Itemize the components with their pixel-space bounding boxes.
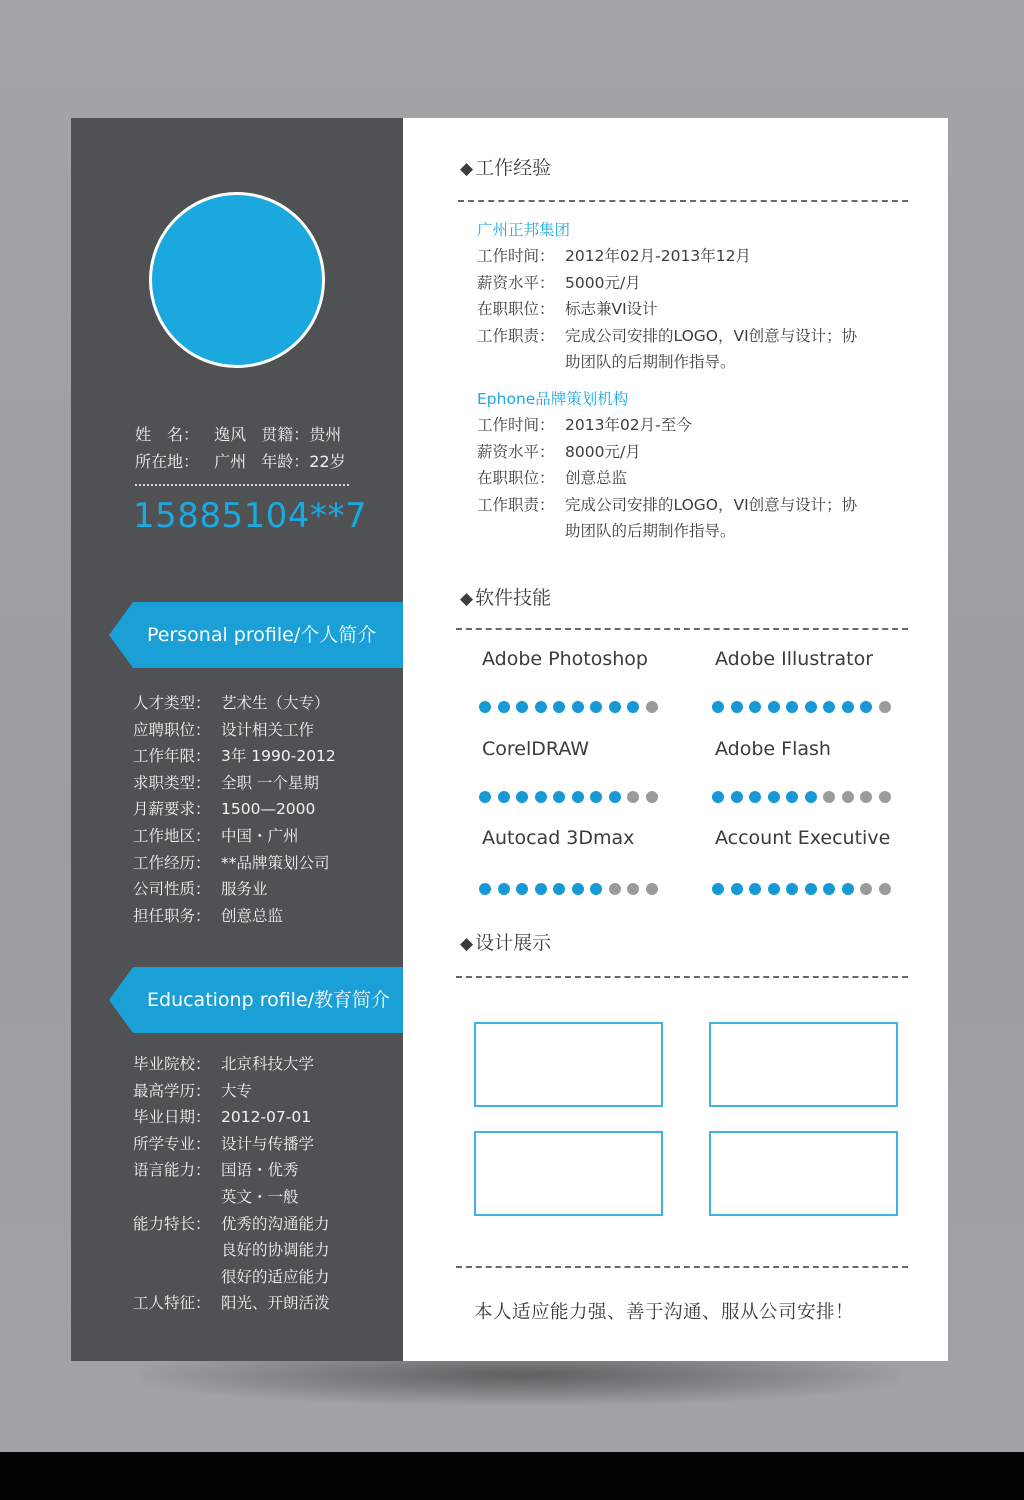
- job-detail-row: [477, 493, 857, 515]
- kv-key: 人才类型：: [133, 694, 211, 712]
- showcase-box: [709, 1022, 898, 1107]
- rating-dot-empty: [823, 791, 835, 803]
- bottom-bar: [0, 1452, 1024, 1500]
- job-detail-value: 2012年02月-2013年12月: [565, 247, 751, 265]
- rating-dot-filled: [572, 883, 584, 895]
- job-detail-key: 薪资水平：: [477, 273, 555, 292]
- kv-key: 工人特征：: [133, 1294, 211, 1313]
- info-line-2: [135, 449, 356, 472]
- skill-name: Adobe Photoshop: [482, 648, 648, 670]
- ribbon-label: Personal profile/个人简介: [147, 624, 377, 646]
- rating-dot-filled: [860, 701, 872, 713]
- kv-value: 全职 一个星期: [221, 773, 319, 792]
- work-experience-title: ◆ 工作经验: [460, 157, 552, 179]
- rating-dot-filled: [498, 791, 510, 803]
- skill-rating: [712, 786, 897, 802]
- rating-dot-filled: [609, 791, 621, 803]
- skill-rating: [712, 878, 897, 894]
- rating-dot-filled: [731, 791, 743, 803]
- resume-sheet: [71, 118, 948, 1361]
- kv-row: [133, 876, 268, 903]
- kv-key: 能力特长：: [133, 1214, 211, 1233]
- kv-key: 担任职务：: [133, 906, 211, 925]
- rating-dot-filled: [786, 791, 798, 803]
- skill-name: Account Executive: [715, 827, 891, 849]
- personal-profile-ribbon: [109, 602, 422, 668]
- kv-row: [133, 1131, 314, 1158]
- rating-dot-filled: [731, 883, 743, 895]
- rating-dot-filled: [590, 883, 602, 895]
- name-value: 逸风: [214, 425, 247, 444]
- rating-dot-filled: [590, 701, 602, 713]
- main-content: [403, 118, 948, 1361]
- rating-dot-filled: [572, 701, 584, 713]
- job-detail-key: 在职职位：: [477, 300, 555, 319]
- job-detail-key: 工作时间：: [477, 416, 555, 434]
- rating-dot-filled: [768, 791, 780, 803]
- rating-dot-filled: [786, 701, 798, 713]
- name-key: 姓 名：: [135, 425, 200, 444]
- skill-rating: [479, 696, 664, 712]
- rating-dot-empty: [627, 883, 639, 895]
- kv-value: 服务业: [221, 880, 268, 899]
- kv-row: [133, 850, 330, 877]
- section-divider: [456, 628, 908, 630]
- kv-row: [133, 1104, 311, 1131]
- kv-row: [133, 1290, 330, 1317]
- rating-dot-empty: [646, 883, 658, 895]
- job-detail-value: 8000元/月: [565, 442, 641, 461]
- section-divider: [456, 976, 908, 978]
- skill-name: CorelDRAW: [482, 738, 590, 760]
- job-detail-value: 创意总监: [565, 469, 628, 488]
- rating-dot-filled: [516, 883, 528, 895]
- showcase-box: [474, 1022, 663, 1107]
- kv-key: 语言能力：: [133, 1161, 211, 1180]
- skill-name: Autocad 3Dmax: [482, 827, 635, 849]
- rating-dot-filled: [590, 791, 602, 803]
- kv-row: [133, 1051, 314, 1078]
- skill-name: Adobe Flash: [715, 738, 831, 760]
- design-showcase-title: ◆ 设计展示: [460, 932, 552, 954]
- kv-key: 毕业院校：: [133, 1055, 211, 1073]
- rating-dot-filled: [805, 883, 817, 895]
- kv-key: 工作年限：: [133, 747, 211, 766]
- sidebar-divider: [135, 484, 349, 486]
- rating-dot-filled: [516, 701, 528, 713]
- kv-row: [133, 1184, 299, 1211]
- rating-dot-filled: [535, 701, 547, 713]
- info-line-1: [135, 422, 351, 445]
- job-detail-row: [477, 244, 751, 266]
- job-detail-row: [477, 440, 641, 462]
- location-value: 广州: [214, 452, 247, 471]
- kv-row: [133, 823, 299, 850]
- skill-rating: [479, 878, 664, 894]
- kv-value: 大专: [221, 1081, 253, 1100]
- kv-value: 3年 1990-2012: [221, 747, 336, 766]
- kv-value: 创意总监: [221, 906, 284, 925]
- rating-dot-empty: [879, 883, 891, 895]
- rating-dot-filled: [731, 701, 743, 713]
- rating-dot-filled: [516, 791, 528, 803]
- job-detail-key: 工作职责：: [477, 326, 555, 345]
- rating-dot-filled: [805, 791, 817, 803]
- rating-dot-filled: [553, 701, 565, 713]
- job-detail-row: [477, 297, 658, 319]
- kv-row: [133, 717, 314, 744]
- company-name: 广州正邦集团: [477, 221, 571, 239]
- kv-key: 公司性质：: [133, 880, 211, 899]
- job-detail-continuation: 助团队的后期制作指导。: [565, 522, 736, 541]
- kv-value: **品牌策划公司: [221, 853, 330, 872]
- rating-dot-filled: [823, 883, 835, 895]
- job-detail-key: 在职职位：: [477, 469, 555, 488]
- job-detail-value: 完成公司安排的LOGO，VI创意与设计；协: [565, 495, 858, 514]
- job-detail-value: 标志兼VI设计: [565, 300, 658, 319]
- skill-name: Adobe Illustrator: [715, 648, 874, 670]
- origin: 贯籍：贵州: [261, 425, 342, 444]
- kv-key: 所学专业：: [133, 1134, 211, 1153]
- location-key: 所在地：: [135, 452, 200, 471]
- rating-dot-empty: [860, 883, 872, 895]
- kv-value: 优秀的沟通能力: [221, 1214, 330, 1233]
- kv-row: [133, 1264, 330, 1291]
- kv-value: 2012-07-01: [221, 1108, 312, 1127]
- kv-value: 1500—2000: [221, 800, 316, 819]
- kv-row: [133, 903, 283, 930]
- kv-value: 很好的适应能力: [221, 1267, 330, 1286]
- rating-dot-filled: [823, 701, 835, 713]
- job-detail-continuation: 助团队的后期制作指导。: [565, 353, 736, 372]
- job-detail-key: 工作时间：: [477, 247, 555, 265]
- diamond-icon: ◆: [460, 589, 474, 609]
- kv-value: 中国・广州: [221, 827, 299, 845]
- phone-number: 15885104**7: [133, 496, 368, 536]
- rating-dot-empty: [860, 791, 872, 803]
- rating-dot-filled: [479, 883, 491, 895]
- rating-dot-filled: [805, 701, 817, 713]
- kv-value: 艺术生（大专）: [221, 694, 330, 712]
- job-detail-row: [477, 324, 857, 346]
- diamond-icon: ◆: [460, 934, 474, 954]
- rating-dot-filled: [749, 791, 761, 803]
- skill-rating: [712, 696, 897, 712]
- kv-key: 工作地区：: [133, 827, 211, 845]
- rating-dot-empty: [627, 791, 639, 803]
- ribbon-label: Educationp rofile/教育简介: [147, 989, 391, 1011]
- kv-row: [133, 796, 315, 823]
- rating-dot-empty: [842, 791, 854, 803]
- rating-dot-empty: [609, 883, 621, 895]
- kv-value: 设计与传播学: [221, 1134, 315, 1153]
- kv-value: 良好的协调能力: [221, 1241, 330, 1260]
- rating-dot-filled: [749, 883, 761, 895]
- kv-key: 求职类型：: [133, 773, 211, 792]
- profile-photo-placeholder: [149, 192, 325, 368]
- rating-dot-filled: [479, 791, 491, 803]
- rating-dot-filled: [712, 883, 724, 895]
- kv-key: 应聘职位：: [133, 720, 211, 739]
- rating-dot-filled: [479, 701, 491, 713]
- job-detail-value: 完成公司安排的LOGO，VI创意与设计；协: [565, 326, 858, 345]
- rating-dot-filled: [749, 701, 761, 713]
- rating-dot-empty: [646, 701, 658, 713]
- kv-key: 工作经历：: [133, 853, 211, 872]
- showcase-box: [474, 1131, 663, 1216]
- rating-dot-empty: [879, 791, 891, 803]
- kv-row: [133, 1078, 252, 1105]
- job-detail-key: 工作职责：: [477, 495, 555, 514]
- rating-dot-filled: [553, 883, 565, 895]
- rating-dot-empty: [646, 791, 658, 803]
- rating-dot-filled: [768, 701, 780, 713]
- kv-key: 最高学历：: [133, 1081, 211, 1100]
- rating-dot-filled: [498, 701, 510, 713]
- job-detail-row: [477, 271, 641, 293]
- rating-dot-filled: [712, 791, 724, 803]
- rating-dot-filled: [786, 883, 798, 895]
- company-name: Ephone品牌策划机构: [477, 390, 629, 408]
- kv-row: [133, 1237, 330, 1264]
- rating-dot-filled: [498, 883, 510, 895]
- section-divider: [456, 1266, 908, 1268]
- rating-dot-filled: [535, 791, 547, 803]
- kv-row: [133, 1211, 330, 1238]
- job-detail-row: [477, 413, 692, 435]
- rating-dot-filled: [712, 701, 724, 713]
- job-detail-row: [477, 466, 627, 488]
- job-detail-value: 2013年02月-至今: [565, 416, 692, 434]
- rating-dot-filled: [842, 883, 854, 895]
- kv-key: 毕业日期：: [133, 1108, 211, 1127]
- rating-dot-filled: [609, 701, 621, 713]
- skill-rating: [479, 786, 664, 802]
- rating-dot-filled: [768, 883, 780, 895]
- rating-dot-empty: [879, 701, 891, 713]
- showcase-box: [709, 1131, 898, 1216]
- job-detail-key: 薪资水平：: [477, 442, 555, 461]
- rating-dot-filled: [572, 791, 584, 803]
- kv-value: 阳光、开朗活泼: [221, 1294, 330, 1313]
- kv-key: 月薪要求：: [133, 800, 211, 819]
- kv-value: 英文・一般: [221, 1188, 299, 1206]
- kv-row: [133, 743, 336, 770]
- age: 年龄：22岁: [261, 452, 346, 471]
- kv-value: 设计相关工作: [221, 720, 315, 739]
- self-evaluation: 本人适应能力强、善于沟通、服从公司安排！: [474, 1302, 855, 1323]
- software-skills-title: ◆ 软件技能: [460, 587, 552, 609]
- rating-dot-filled: [842, 701, 854, 713]
- education-profile-ribbon: [109, 967, 422, 1033]
- kv-row: [133, 770, 319, 797]
- diamond-icon: ◆: [460, 159, 474, 179]
- kv-row: [133, 1157, 299, 1184]
- rating-dot-filled: [535, 883, 547, 895]
- rating-dot-filled: [627, 701, 639, 713]
- section-divider: [458, 200, 908, 202]
- kv-value: 国语・优秀: [221, 1161, 299, 1180]
- kv-row: [133, 690, 330, 717]
- kv-value: 北京科技大学: [221, 1055, 315, 1073]
- job-detail-value: 5000元/月: [565, 273, 641, 292]
- rating-dot-filled: [553, 791, 565, 803]
- left-sidebar: [71, 118, 403, 1361]
